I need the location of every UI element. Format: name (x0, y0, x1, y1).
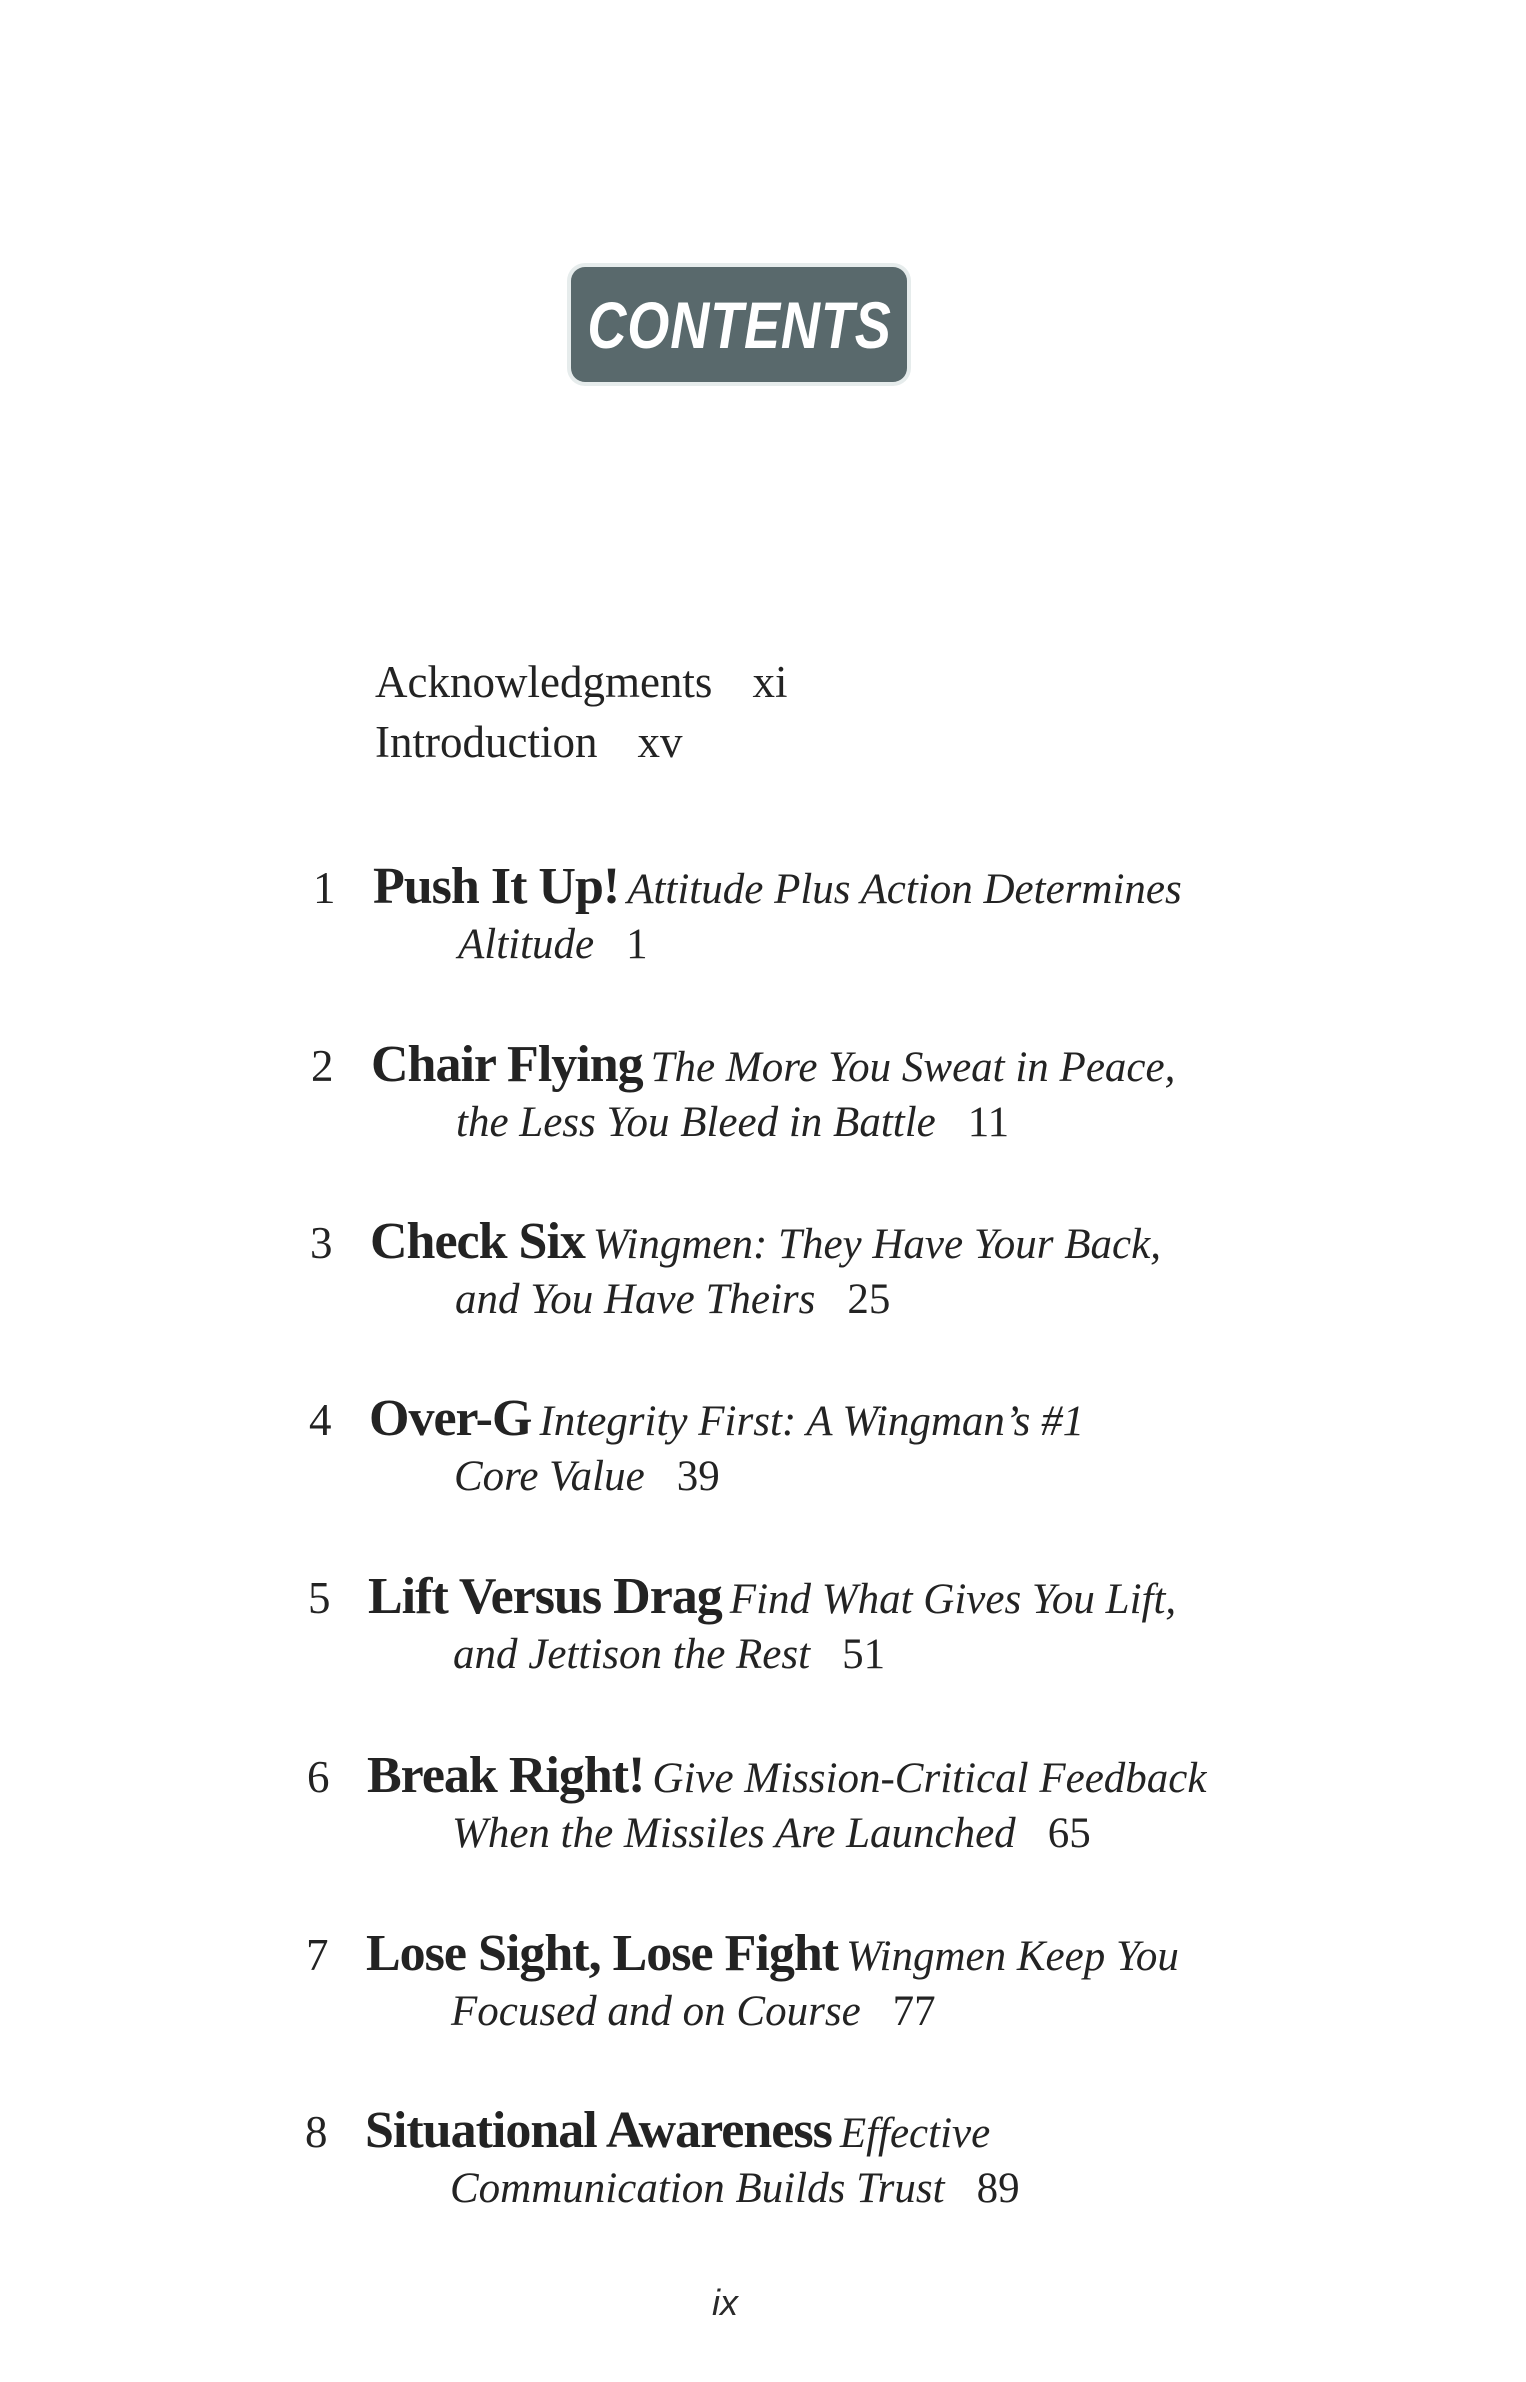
chapter-entry-1[interactable] (313, 858, 1182, 974)
chapter-number: 1 (313, 863, 336, 913)
chapter-entry-2[interactable] (311, 1036, 1175, 1152)
chapter-page-number: 89 (976, 2165, 1020, 2212)
chapter-page-number: 51 (842, 1631, 886, 1678)
chapter-title: Situational Awareness (365, 2102, 832, 2159)
front-matter-list (375, 652, 787, 772)
chapter-subtitle-continued: Core Value (454, 1453, 645, 1500)
chapter-number: 8 (305, 2107, 328, 2157)
chapter-page-number: 39 (676, 1453, 720, 1500)
chapter-subtitle: Find What Gives You Lift, (729, 1576, 1177, 1623)
chapter-entry-4[interactable] (309, 1390, 1084, 1506)
chapter-subtitle: The More You Sweat in Peace, (650, 1044, 1176, 1091)
chapter-page-number: 77 (892, 1988, 936, 2035)
chapter-page-number: 1 (626, 921, 648, 968)
front-matter-label: Introduction (375, 717, 598, 767)
chapter-subtitle: Wingmen: They Have Your Back, (592, 1221, 1161, 1268)
chapter-subtitle-continued: Focused and on Course (451, 1988, 861, 2035)
chapter-entry-8[interactable] (305, 2102, 1020, 2218)
chapter-subtitle-continued: When the Missiles Are Launched (452, 1810, 1016, 1857)
chapter-subtitle: Give Mission-Critical Feedback (652, 1755, 1207, 1802)
front-matter-label: Acknowledgments (375, 657, 713, 707)
chapter-subtitle: Effective (839, 2110, 991, 2157)
contents-heading-badge (571, 267, 907, 382)
page-folio: ix (712, 2282, 738, 2323)
chapter-title: Break Right! (367, 1747, 645, 1804)
chapter-number: 2 (311, 1041, 334, 1091)
chapter-page-number: 25 (847, 1276, 891, 1323)
chapter-entry-6[interactable] (307, 1747, 1206, 1863)
chapter-subtitle: Integrity First: A Wingman’s #1 (539, 1398, 1085, 1445)
chapter-number: 7 (306, 1930, 329, 1980)
chapter-subtitle-continued: and You Have Theirs (455, 1276, 816, 1323)
chapter-title: Over-G (369, 1390, 532, 1447)
front-matter-item-introduction[interactable] (375, 712, 787, 772)
front-matter-page: xi (752, 657, 788, 707)
front-matter-page: xv (637, 717, 683, 767)
chapter-subtitle: Attitude Plus Action Determines (627, 866, 1182, 913)
chapter-entry-5[interactable] (308, 1568, 1176, 1684)
chapter-number: 6 (307, 1752, 330, 1802)
page-title: CONTENTS (586, 287, 892, 362)
chapter-subtitle-continued: Communication Builds Trust (450, 2165, 945, 2212)
chapter-entry-7[interactable] (306, 1925, 1179, 2041)
chapter-number: 5 (308, 1573, 331, 1623)
chapter-entry-3[interactable] (310, 1213, 1161, 1329)
chapter-title: Chair Flying (371, 1036, 643, 1093)
chapter-title: Check Six (370, 1213, 585, 1270)
chapter-number: 4 (309, 1395, 332, 1445)
chapter-title: Lift Versus Drag (368, 1568, 722, 1625)
chapter-subtitle-continued: Altitude (458, 921, 595, 968)
front-matter-item-acknowledgments[interactable] (375, 652, 787, 712)
chapter-number: 3 (310, 1218, 333, 1268)
chapter-title: Push It Up! (373, 858, 620, 915)
chapter-page-number: 11 (967, 1099, 1010, 1146)
chapter-subtitle-continued: and Jettison the Rest (453, 1631, 811, 1678)
chapter-subtitle-continued: the Less You Bleed in Battle (456, 1099, 936, 1146)
chapter-title: Lose Sight, Lose Fight (366, 1925, 839, 1982)
chapter-subtitle: Wingmen Keep You (846, 1933, 1179, 1980)
chapter-page-number: 65 (1047, 1810, 1091, 1857)
